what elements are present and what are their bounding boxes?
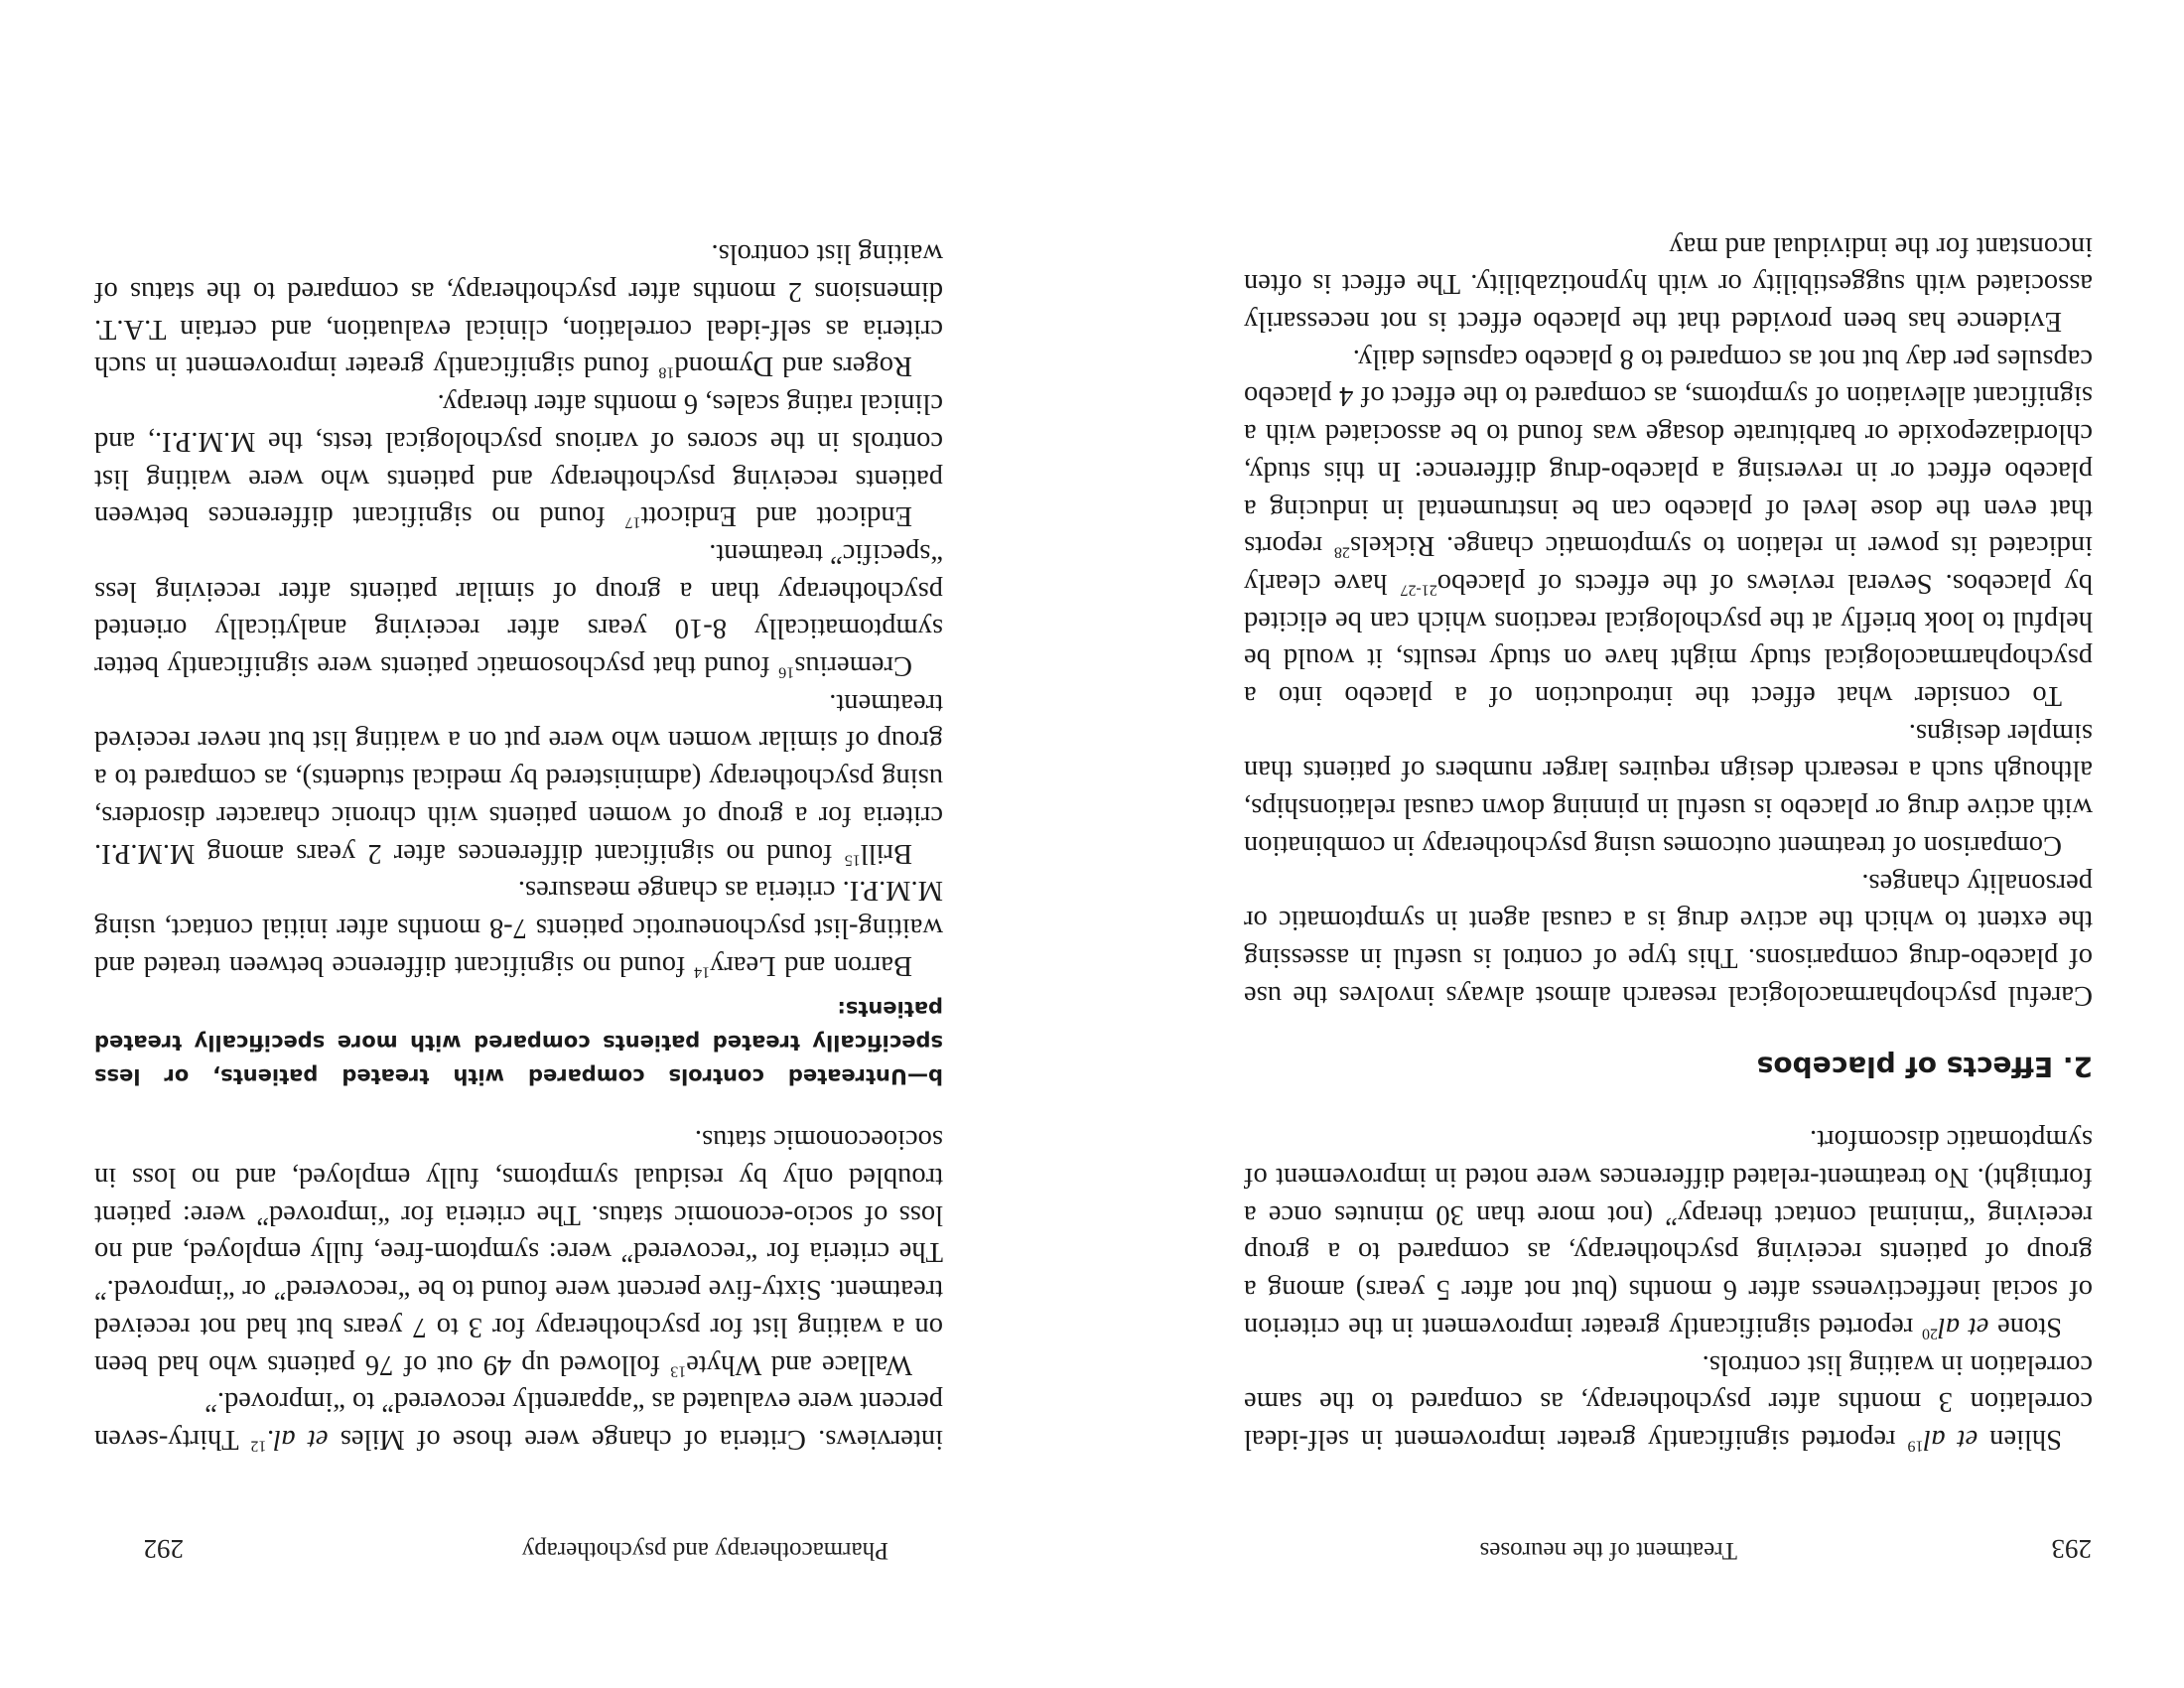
paragraph: interviews. Criteria of change were those of Miles et al.$^{12}$ Thirty-seven percent were evaluated as “apparently recovered” to “improved.” — [94, 1386, 943, 1455]
paragraph: Cremerius$^{16}$ found that psychosomatic patients were significantly better symptomatically 8-10 years after receiving analytically oriented psychotherapy than a group of similar patients after receiving less “specific” treatment. — [94, 537, 943, 682]
running-head: Pharmacotherapy and psychotherapy — [521, 1537, 888, 1564]
page-body — [94, 235, 943, 1458]
page-number: 293 — [2051, 1534, 2092, 1564]
paragraph: Careful psychopharmacological research almost always involves the use of placebo-drug comparisons. This type of control is useful in assessing the extent to which the active drug is a causal agent in symptomatic or personality changes. — [1244, 867, 2093, 1011]
page-body — [1244, 227, 2093, 1458]
paragraph: Shlien et $al^{19}$ reported significantly greater improvement in self-ideal correlation 3 months after psychotherapy, as compared to the same correlation in waiting list controls. — [1244, 1348, 2093, 1455]
paragraph: Brill$^{15}$ found no significant differences after 2 years among M.M.P.I. criteria for a group of women patients with chronic character disorders, using psychotherapy (administered by medical students), as compared to a group of similar women who were put on a waiting list but never received treatment. — [94, 687, 943, 869]
running-head: Treatment of the neuroses — [1479, 1537, 1737, 1564]
page-number: 292 — [143, 1534, 184, 1564]
section-heading: 2. Effects of placebos — [1756, 1050, 2093, 1083]
paragraph: Barron and Leary$^{14}$ found no significant difference between treated and waiting-list psychoneurotic patients 7-8 months after initial contact, using M.M.P.I. criteria as change measures. — [94, 875, 943, 981]
paragraph: Evidence has been provided that the placebo effect is not necessarily associated with suggestibility or with hypnotizability. The effect is often inconstant for the individual and may — [1244, 230, 2093, 338]
paragraph: Wallace and Whyte$^{13}$ followed up 49 out of 76 patients who had been on a waiting list for psychotherapy for 3 to 7 years but had not received treatment. Sixty-five percent were found to be “recovered” or “improved.” The criteria for “recovered” were: symptom-free, fully employed, and no loss of socio-economic status. The criteria for “improved” were: patient troubled only by residual symptoms, fully employed, and no loss in socioeconomic status. — [94, 1124, 943, 1380]
paragraph: Stone et $al^{20}$ reported significantly greater improvement in the criterion of social ineffectiveness after 6 months (but not after 5 years) among a group of patients receiving psychotherapy, as compared to a group receiving “minimal contact therapy” (not more than 30 minutes once a fortnight). No treatment-related differences were noted in improvement of symptomatic discomfort. — [1244, 1124, 2093, 1342]
paragraph: To consider what effect the introduction of a placebo into a psychopharmacological study might have on study results, it would be helpful to look briefly at the psychological reactions which can be elicited by placebos. Several reviews of the effects of placebo$^{21-27}$ have clearly indicated its power in relation to symptomatic change. Rickels$^{28}$ reports that even the dose level of placebo can be instrumental in inducing a placebo effect or in reversing a placebo-drug difference: In this study, chlordiazepoxide or barbiturate dosage was found to be associated with a significant alleviation of symptoms, as compared to the effect of 4 placebo capsules per day but not as compared to 8 placebo capsules daily. — [1243, 343, 2093, 712]
page-293 — [1092, 0, 2184, 1688]
paragraph: Rogers and Dymond$^{18}$ found significantly greater improvement in such criteria as self-ideal correlation, clinical evaluation, and certain T.A.T. dimensions 2 months after psychotherapy, as compared to the status of waiting list controls. — [94, 238, 943, 382]
paragraph: Endicott and Endicott$^{17}$ found no significant differences between patients receiving psychotherapy and patients who were waiting list controls in the scores of various psychological tests, the M.M.P.I., and clinical rating scales, 6 months after therapy. — [93, 388, 943, 532]
paragraph: Comparison of treatment outcomes using psychotherapy in combination with active drug or placebo is useful in pinning down causal relationships, although such a research design requires larger numbers of patients than simpler designs. — [1244, 717, 2093, 861]
subsection-heading: b—Untreated controls compared with treated patients, or less specifically treated patients compared with more specifically treated patients: — [94, 996, 943, 1088]
